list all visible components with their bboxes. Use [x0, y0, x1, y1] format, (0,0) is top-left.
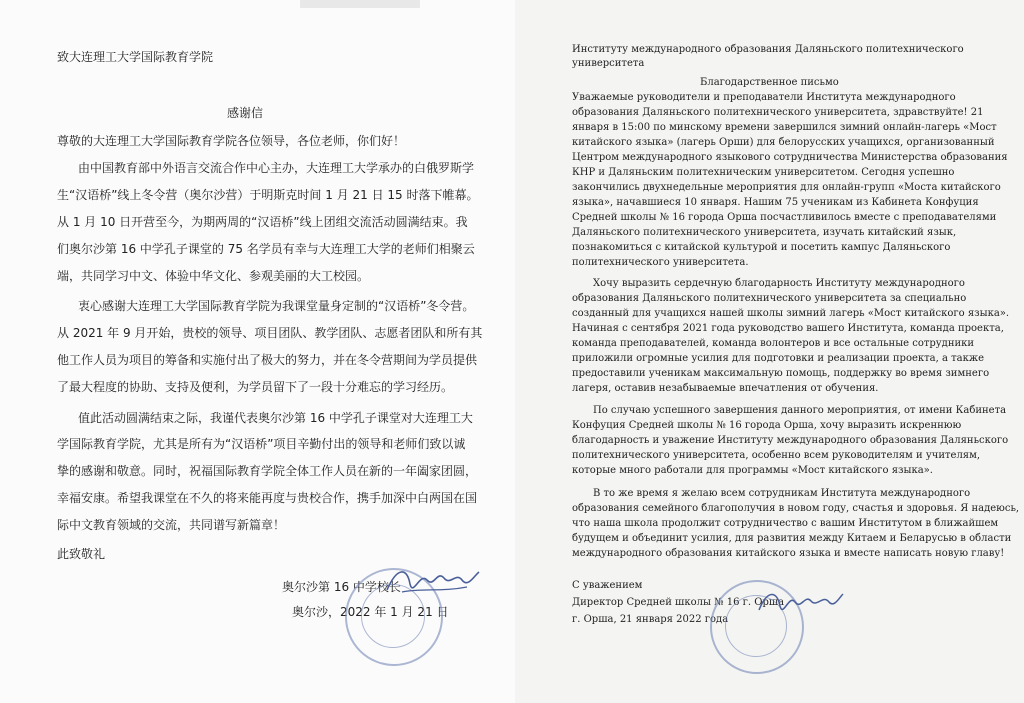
zh-addressee: 致大连理工大学国际教育学院 — [57, 50, 214, 64]
ru-line: политехнического университета. — [572, 257, 749, 268]
ru-line: языка», начавшиеся 10 января. Нашим 75 ученикам из Кабинета Конфуция — [572, 197, 979, 208]
ru-line: международного образования китайского языка и вместе написать новую главу! — [572, 548, 1005, 559]
ru-line: будущем и объединит усилия, для развития между Китаем и Беларусью в области — [572, 533, 1012, 544]
ru-line: Уважаемые руководители и преподаватели Института международного — [572, 92, 956, 103]
zh-line: 挚的感谢和敬意。同时，祝福国际教育学院全体工作人员在新的一年阖家团圆， — [57, 464, 478, 478]
ru-addressee-line: Институту международного образования Даляньского политехнического — [572, 44, 964, 55]
ru-line: благодарность и уважение Институту международного образования Даляньского — [572, 435, 1009, 446]
ru-line: Начиная с сентября 2021 года руководство вашего Института, команда проекта, — [572, 323, 1004, 334]
zh-line: 幸福安康。希望我课堂在不久的将来能再度与贵校合作，携手加深中白两国在国 — [57, 491, 478, 505]
zh-place-date: 奥尔沙，2022 年 1 月 21 日 — [292, 605, 449, 619]
ru-line: которые много работали для программы «Мост китайского языка». — [572, 465, 933, 476]
ru-line: образования Даляньского политехнического университета, здравствуйте! 21 — [572, 107, 984, 118]
ru-line: По случаю успешного завершения данного мероприятия, от имени Кабинета — [593, 405, 1007, 416]
ru-line: закончились двухнедельные мероприятия для онлайн-групп «Моста китайского — [572, 182, 1001, 193]
zh-closing: 此致敬礼 — [57, 547, 106, 561]
ru-line: предоставили ученикам максимальную помощь, поддержку во время зимнего — [572, 368, 990, 379]
ru-line: команда преподавателей, команда волонтеров и все остальные сотрудники — [572, 338, 975, 349]
zh-line: 际中文教育领域的交流，共同谱写新篇章！ — [57, 518, 286, 532]
ru-addressee-line: университета — [572, 58, 645, 69]
zh-signer: 奥尔沙第 16 中学校长 — [282, 580, 401, 594]
russian-letter-page — [515, 0, 1024, 703]
ru-place-date: г. Орша, 21 января 2022 года — [572, 614, 729, 625]
scan-shadow — [300, 0, 420, 8]
zh-line: 学国际教育学院，尤其是所有为“汉语桥”项目辛勤付出的领导和老师们致以诚 — [57, 437, 466, 451]
handwritten-signature — [382, 562, 482, 602]
ru-line: приложили огромные усилия для подготовки и реализации проекта, а также — [572, 353, 984, 364]
zh-line: 衷心感谢大连理工大学国际教育学院为我课堂量身定制的“汉语桥”冬令营。 — [78, 299, 475, 313]
handwritten-signature — [755, 586, 845, 622]
ru-signer: Директор Средней школы № 16 г. Орша — [572, 597, 785, 608]
ru-line: лагеря, оставив незабываемые впечатления от обучения. — [572, 383, 879, 394]
ru-line: Даляньского политехнического университета, изучать китайский язык, — [572, 227, 957, 238]
ru-line: Центром международного языкового сотрудничества Министерства образования — [572, 152, 1008, 163]
zh-line: 值此活动圆满结束之际，我谨代表奥尔沙第 16 中学孔子课堂对大连理工大 — [78, 411, 473, 425]
ru-line: познакомиться с китайской культурой и посетить кампус Даляньского — [572, 242, 951, 253]
ru-line: созданный для учащихся нашей школы зимний лагерь «Мост китайского языка». — [572, 308, 1010, 319]
ru-title: Благодарственное письмо — [700, 77, 839, 88]
zh-greeting: 尊敬的大连理工大学国际教育学院各位领导，各位老师，你们好！ — [57, 134, 406, 148]
ru-line: образования Даляньского политехнического университета за специально — [572, 293, 967, 304]
ru-line: КНР и Даляньским политехническим университетом. Сегодня успешно — [572, 167, 955, 178]
zh-line: 端，共同学习中文、体验中华文化、参观美丽的大工校园。 — [57, 269, 370, 283]
zh-line: 生“汉语桥”线上冬令营（奥尔沙营）于明斯克时间 1 月 21 日 15 时落下帷幕。 — [57, 188, 479, 202]
zh-line: 他工作人员为项目的筹备和实施付出了极大的努力，并在冬令营期间为学员提供 — [57, 353, 478, 367]
ru-closing: С уважением — [572, 580, 643, 591]
ru-line: Средней школы № 16 города Орша посчастливилось вместе с преподавателями — [572, 212, 997, 223]
ru-line: Конфуция Средней школы № 16 города Орша, хочу выразить искреннюю — [572, 420, 962, 431]
ru-line: января в 15:00 по минскому времени завершился зимний онлайн-лагерь «Мост — [572, 122, 997, 133]
zh-line: 了最大程度的协助、支持及便利，为学员留下了一段十分难忘的学习经历。 — [57, 380, 454, 394]
ru-line: что наша школа продолжит сотрудничество с вашим Институтом в ближайшем — [572, 518, 999, 529]
zh-line: 从 2021 年 9 月开始，贵校的领导、项目团队、教学团队、志愿者团队和所有其 — [57, 326, 483, 340]
ru-line: образования семейного благополучия в новом году, счастья и здоровья. Я надеюсь, — [572, 503, 1020, 514]
zh-line: 们奥尔沙第 16 中学孔子课堂的 75 名学员有幸与大连理工大学的老师们相聚云 — [57, 242, 475, 256]
zh-title: 感谢信 — [227, 106, 264, 120]
zh-line: 从 1 月 10 日开营至今，为期两周的“汉语桥”线上团组交流活动圆满结束。我 — [57, 215, 468, 229]
ru-line: В то же время я желаю всем сотрудникам Института международного — [593, 488, 971, 499]
ru-line: Хочу выразить сердечную благодарность Институту международного — [593, 278, 965, 289]
ru-line: китайского языка» (лагерь Орши) для белорусских учащихся, организованный — [572, 137, 995, 148]
zh-line: 由中国教育部中外语言交流合作中心主办，大连理工大学承办的白俄罗斯学 — [78, 161, 475, 175]
ru-line: политехнического университета, особенно всем руководителям и учителям, — [572, 450, 981, 461]
